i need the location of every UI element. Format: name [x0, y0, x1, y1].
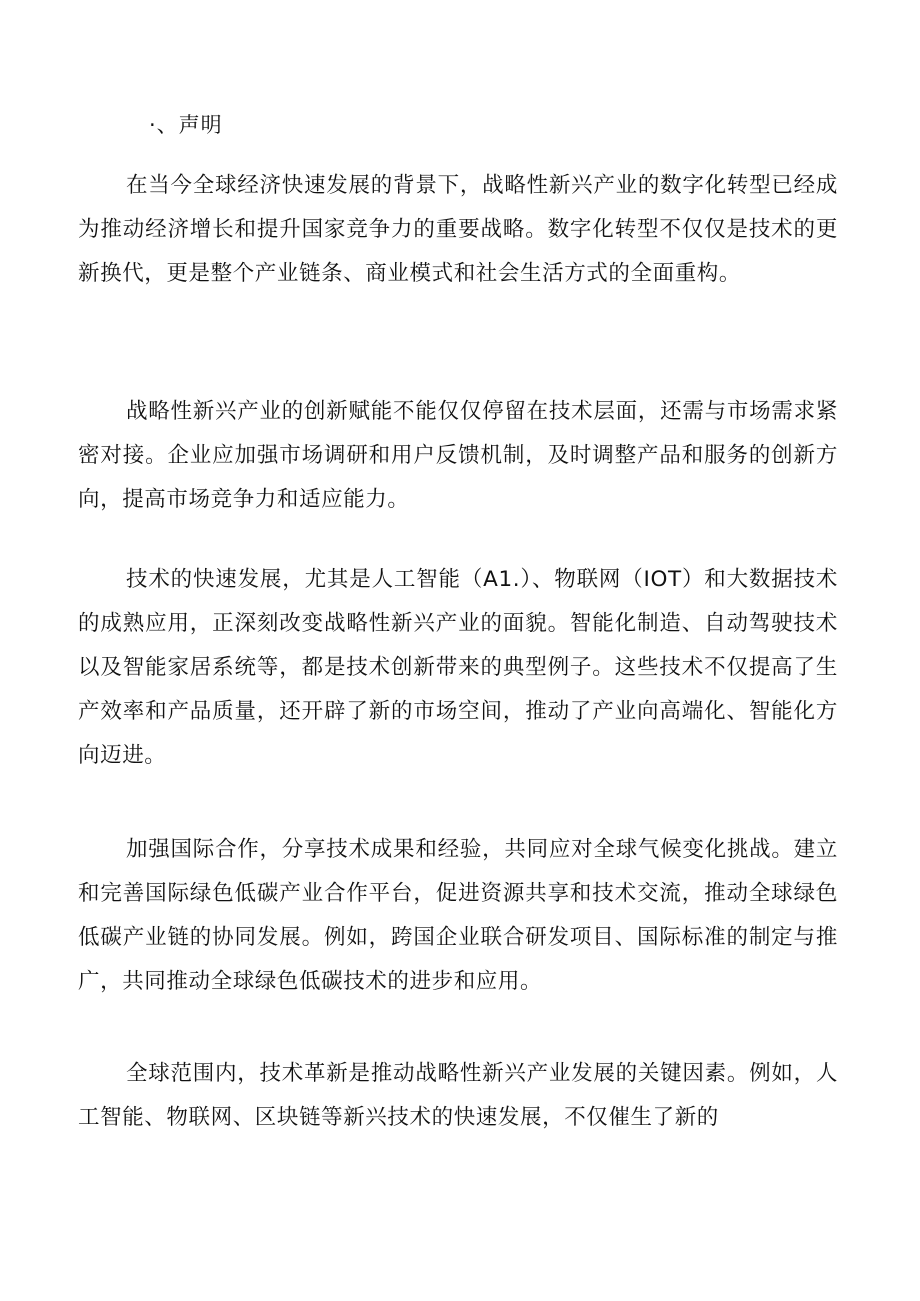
paragraph-3: 技术的快速发展，尤其是人工智能（A1.）、物联网（IOT）和大数据技术的成熟应用，正深刻改变战略性新兴产业的面貌。智能化制造、自动驾驶技术以及智能家居系统等，都是技术创新带来的典型例子。这些技术不仅提高了生产效率和产品质量，还开辟了新的市场空间，推动了产业向高端化、智能化方向迈进。 — [78, 567, 838, 768]
paragraph-2: 战略性新兴产业的创新赋能不能仅仅停留在技术层面，还需与市场需求紧密对接。企业应加强市场调研和用户反馈机制，及时调整产品和服务的创新方向，提高市场竞争力和适应能力。 — [78, 399, 838, 512]
paragraph-5: 全球范围内，技术革新是推动战略性新兴产业发展的关键因素。例如，人工智能、物联网、区块链等新兴技术的快速发展，不仅催生了新的 — [78, 1061, 838, 1130]
paragraph-1: 在当今全球经济快速发展的背景下，战略性新兴产业的数字化转型已经成为推动经济增长和提升国家竞争力的重要战略。数字化转型不仅仅是技术的更新换代，更是整个产业链条、商业模式和社会生活方式的全面重构。 — [78, 173, 838, 286]
paragraph-4: 加强国际合作，分享技术成果和经验，共同应对全球气候变化挑战。建立和完善国际绿色低碳产业合作平台，促进资源共享和技术交流，推动全球绿色低碳产业链的协同发展。例如，跨国企业联合研发项目、国际标准的制定与推广，共同推动全球绿色低碳技术的进步和应用。 — [78, 837, 838, 994]
section-heading: ·、声明 — [149, 113, 223, 137]
